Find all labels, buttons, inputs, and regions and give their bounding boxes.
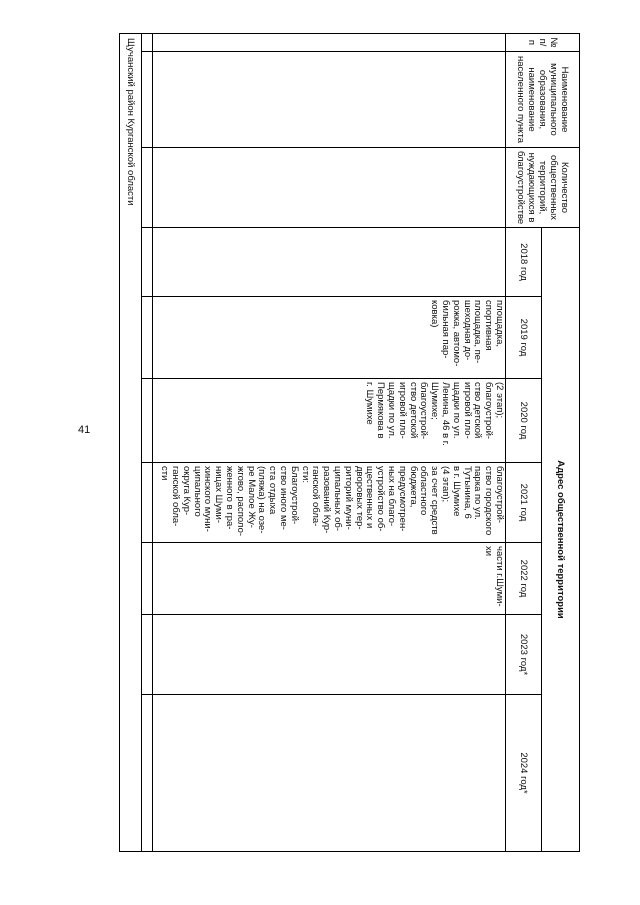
header-year-2022: 2022 год bbox=[506, 543, 542, 615]
cell-line: ганской обла- bbox=[310, 466, 322, 527]
cell-2019 bbox=[153, 297, 506, 379]
cell-line: благоустрой- bbox=[418, 382, 430, 440]
cell-line: хинского муни- bbox=[202, 466, 214, 532]
cell-line: рожка, автомо- bbox=[450, 300, 462, 367]
header-num: № п/п bbox=[506, 34, 580, 52]
header-year-2023: 2023 год* bbox=[506, 615, 542, 695]
cell-line: части г.Шуми- bbox=[494, 546, 505, 607]
cell-line: (пляжа) на озе- bbox=[256, 466, 268, 534]
cell-line: площадка, пе- bbox=[472, 300, 484, 364]
cell-line: Шумихе; bbox=[429, 382, 441, 420]
cell-line: ципальных об- bbox=[332, 466, 344, 532]
cell-line: ганской обла- bbox=[170, 466, 182, 527]
cell-line: спортивная bbox=[483, 300, 495, 351]
region-name: Щучанский район Курганской области bbox=[120, 34, 142, 852]
cell-line: ковка) bbox=[429, 300, 441, 328]
cell-line: Ленина, 46 в г. bbox=[440, 382, 452, 446]
cell-2021 bbox=[153, 463, 506, 543]
cell-line: площадка, bbox=[494, 300, 505, 348]
cell-line: предусмотрен- bbox=[396, 466, 408, 532]
cell-municipality bbox=[153, 52, 506, 148]
header-municipality: Наименование муниципального образования, наименование населенного пункта bbox=[506, 52, 580, 148]
cell-line: ных на благо- bbox=[386, 466, 398, 527]
header-year-2018: 2018 год bbox=[506, 228, 542, 297]
cell-line: сти bbox=[159, 466, 171, 481]
cell-line: ста отдыха bbox=[267, 466, 279, 515]
cell-line: г. Шумихе bbox=[364, 382, 376, 425]
cell-line: риторий муни- bbox=[342, 466, 354, 530]
cell-line: ре Малое Жу- bbox=[245, 466, 257, 528]
cell-line: областного bbox=[418, 466, 430, 516]
page-number: 41 bbox=[78, 424, 91, 436]
cell-line: ципального bbox=[191, 466, 203, 517]
cell-2020 bbox=[153, 379, 506, 463]
cell-line: устройство об- bbox=[375, 466, 387, 532]
cell-line: игровой пло- bbox=[461, 382, 473, 439]
territory-table bbox=[119, 33, 580, 852]
cell-line: жгово, располо- bbox=[234, 466, 246, 537]
cell-line: ницах Шуми- bbox=[213, 466, 225, 524]
cell-line: благоустрой- bbox=[494, 466, 505, 524]
cell-2023 bbox=[153, 615, 506, 695]
cell-2024 bbox=[153, 695, 506, 852]
cell-line: округа Кур- bbox=[180, 466, 192, 516]
cell-line: игровой пло- bbox=[396, 382, 408, 439]
cell-line: бильная пар- bbox=[440, 300, 452, 359]
cell-line: (2 этап); bbox=[494, 382, 505, 419]
cell-line: дворовых тер- bbox=[353, 466, 365, 530]
table-row bbox=[153, 34, 506, 852]
cell-line: парка по ул. bbox=[472, 466, 484, 520]
cell-num bbox=[153, 34, 506, 52]
cell-line: Благоустрой- bbox=[288, 466, 300, 525]
cell-line: женного в гра- bbox=[224, 466, 236, 530]
cell-line: бюджета, bbox=[407, 466, 419, 508]
header-year-2019: 2019 год bbox=[506, 297, 542, 379]
header-address: Адрес общественной территории bbox=[542, 228, 580, 852]
cell-line: ство детской bbox=[407, 382, 419, 439]
cell-line: Тутынина, 6 bbox=[461, 466, 473, 519]
cell-line: сти: bbox=[299, 466, 311, 484]
cell-line: щадки по ул. bbox=[450, 382, 462, 439]
cell-line: ство детской bbox=[472, 382, 484, 439]
cell-line: шеходная до- bbox=[461, 300, 473, 361]
cell-line: за счет средств bbox=[429, 466, 441, 535]
cell-line: щественных и bbox=[364, 466, 376, 529]
table-row bbox=[142, 34, 153, 852]
cell-line: Пермякова в bbox=[375, 382, 387, 439]
cell-line: хи bbox=[483, 546, 495, 557]
header-count: Количество общественных территорий, нуждающихся в благоустройстве bbox=[506, 148, 580, 228]
header-year-2020: 2020 год bbox=[506, 379, 542, 463]
cell-count bbox=[153, 148, 506, 228]
cell-line: разований Кур- bbox=[321, 466, 333, 534]
header-year-2021: 2021 год bbox=[506, 463, 542, 543]
cell-line: (4 этап); bbox=[440, 466, 452, 503]
header-year-2024: 2024 год* bbox=[506, 695, 542, 852]
cell-line: благоустрой- bbox=[483, 382, 495, 440]
rotated-table-wrapper bbox=[125, 33, 580, 851]
region-row bbox=[120, 34, 142, 852]
cell-2018 bbox=[153, 228, 506, 297]
cell-line: ство городского bbox=[483, 466, 495, 536]
cell-line: ство иного ме- bbox=[278, 466, 290, 530]
cell-line: в г. Шумихе bbox=[450, 466, 462, 517]
cell-2022 bbox=[153, 543, 506, 615]
cell-line: щадки по ул. bbox=[386, 382, 398, 439]
